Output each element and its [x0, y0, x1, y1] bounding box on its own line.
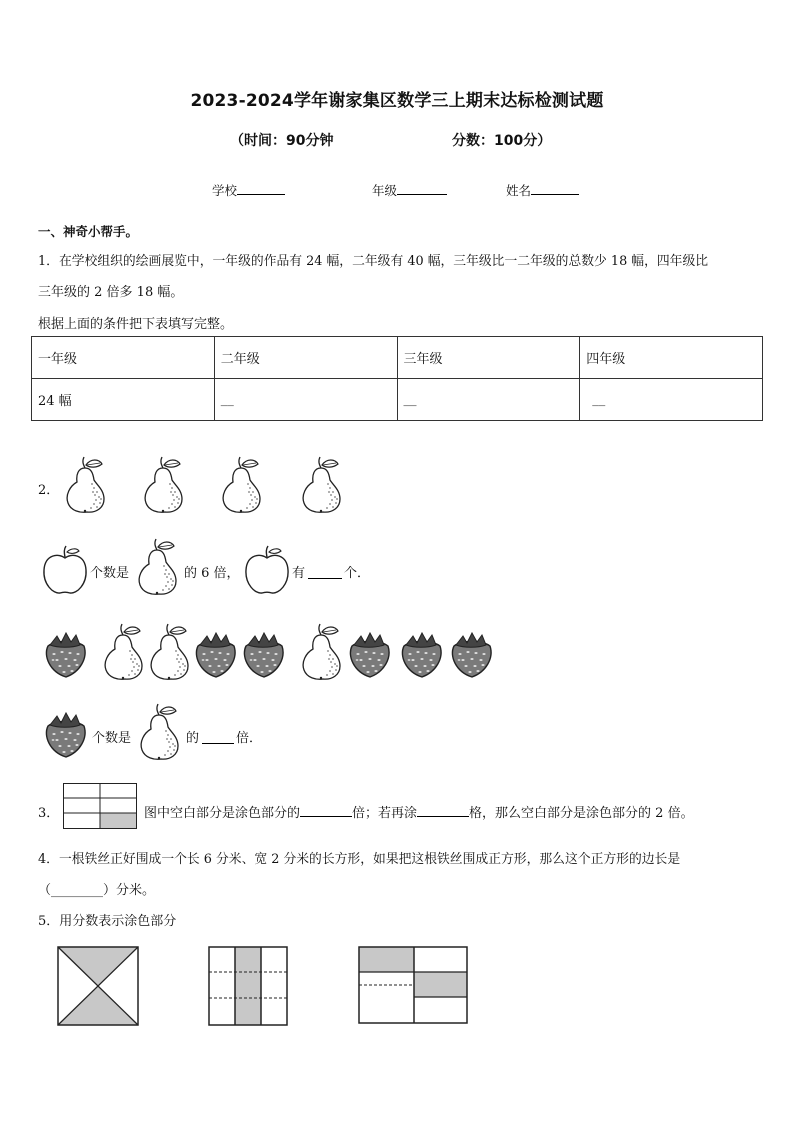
pear-icon: [134, 702, 184, 762]
pear-icon: [296, 455, 346, 515]
q2-text: 个数是: [90, 566, 130, 581]
q2-text: 个．: [344, 566, 371, 581]
q1-line1: 1．在学校组织的绘画展览中，一年级的作品有 24 幅，二年级有 40 幅，三年级比一二年级的总数少 18 幅，四年级比: [38, 254, 709, 269]
q2-answer-blank-2[interactable]: [202, 728, 234, 744]
q5-figure-3: [358, 946, 468, 1024]
table-header-cell: 四年级: [580, 337, 763, 379]
name-field[interactable]: [506, 181, 579, 199]
q5-figure-2: [208, 946, 288, 1026]
q3-text: [144, 802, 694, 821]
q2-text: 个数是: [92, 731, 132, 746]
school-label: 学校: [212, 183, 238, 198]
table-header-row: [32, 337, 763, 379]
q2-text: 的 6 倍，: [184, 566, 240, 581]
table-cell-grade1: 24 幅: [32, 379, 215, 421]
q5-text: 5．用分数表示涂色部分: [38, 914, 177, 929]
q2-number: 2．: [38, 483, 60, 498]
strawberry-icon: [238, 630, 288, 680]
page-title: 2023-2024学年谢家集区数学三上期末达标检测试题: [190, 91, 604, 111]
q2-text: 有: [292, 566, 306, 581]
name-label: 姓名: [506, 183, 532, 198]
grade-field[interactable]: [372, 181, 447, 199]
strawberry-icon: [40, 630, 90, 680]
q3-answer-blank-2[interactable]: [417, 816, 469, 817]
q5-figure-1: [57, 946, 139, 1026]
exam-time: （时间：90分钟: [230, 133, 334, 149]
q3-text-c: 格，那么空白部分是涂色部分的 2 倍。: [469, 806, 694, 821]
section-heading: 一、神奇小帮手。: [38, 224, 139, 239]
q4-line1: 4．一根铁丝正好围成一个长 6 分米、宽 2 分米的长方形，如果把这根铁丝围成正方形，那么这个正方形的边长是: [38, 852, 681, 867]
school-field[interactable]: [212, 181, 285, 199]
pear-icon: [144, 622, 194, 682]
q2-answer-blank-1[interactable]: [308, 563, 342, 579]
table-cell-grade2-answer[interactable]: __: [214, 379, 397, 421]
strawberry-icon: [446, 630, 496, 680]
grade-label: 年级: [372, 183, 398, 198]
q1-table: [31, 336, 763, 421]
table-row: [32, 379, 763, 421]
q3-answer-blank-1[interactable]: [300, 816, 352, 817]
table-header-cell: 一年级: [32, 337, 215, 379]
q3-number: 3．: [38, 806, 60, 821]
table-cell-grade3-answer[interactable]: __: [397, 379, 580, 421]
pear-icon: [138, 455, 188, 515]
apple-icon: [40, 544, 90, 596]
table-cell-grade4-answer[interactable]: __: [580, 379, 763, 421]
q2-text: 倍．: [236, 731, 263, 746]
strawberry-icon: [40, 710, 90, 760]
strawberry-icon: [190, 630, 240, 680]
q1-line2: 三年级的 2 倍多 18 幅。: [38, 285, 184, 300]
apple-icon: [242, 544, 292, 596]
q1-line3: 根据上面的条件把下表填写完整。: [38, 317, 234, 332]
pear-icon: [98, 622, 148, 682]
pear-icon: [296, 622, 346, 682]
strawberry-icon: [344, 630, 394, 680]
pear-icon: [216, 455, 266, 515]
q2-text: 的: [186, 731, 200, 746]
pear-icon: [60, 455, 110, 515]
table-header-cell: 三年级: [397, 337, 580, 379]
strawberry-icon: [396, 630, 446, 680]
q3-grid-figure: [63, 783, 137, 829]
pear-icon: [132, 537, 182, 597]
q4-line2: （________）分米。: [38, 883, 156, 898]
table-header-cell: 二年级: [214, 337, 397, 379]
exam-score: 分数：100分）: [452, 133, 552, 149]
q3-text-a: 图中空白部分是涂色部分的: [144, 806, 301, 821]
q3-text-b: 倍；若再涂: [352, 806, 418, 821]
